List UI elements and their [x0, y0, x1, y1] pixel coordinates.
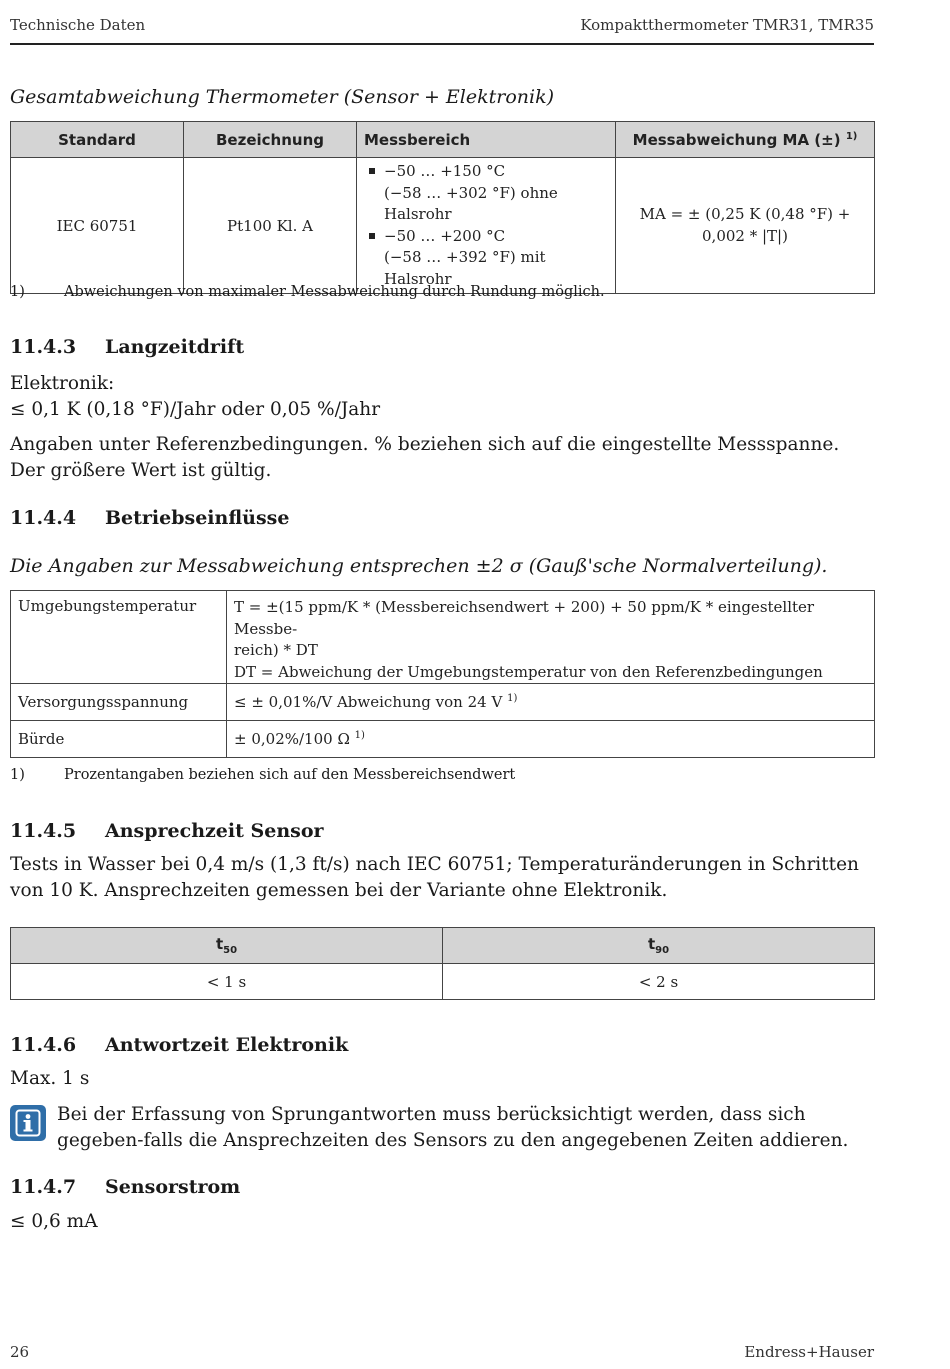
electronics-response-value: Max. 1 s — [10, 1068, 90, 1089]
value-supply-voltage: ≤ ± 0,01%/V Abweichung von 24 V $^{1)}$ — [227, 684, 875, 721]
footnote-influences: 1) Prozentangaben beziehen sich auf den Messbereichsendwert — [10, 767, 516, 783]
value-load: ± 0,02%/100 Ω $^{1)}$ — [227, 721, 875, 758]
label-ambient-temperature: Umgebungstemperatur — [11, 591, 227, 684]
table-caption-total: Gesamtabweichung Thermometer (Sensor + Elektronik) — [10, 86, 555, 108]
header-rule — [10, 43, 874, 45]
running-header-left: Technische Daten — [10, 16, 146, 34]
value-ambient-temperature: T = ±(15 ppm/K * (Messbereichsendwert + 200) + 50 ppm/K * eingestellter Messbe- reich) * DT DT = Abweichung der Umgebungstemperatur von den Referenzbedingungen — [227, 591, 875, 684]
col-range: Messbereich — [357, 122, 616, 158]
total-deviation-table — [10, 121, 875, 294]
influences-table — [10, 590, 875, 758]
heading-sensor-response-time: 11.4.5 Ansprechzeit Sensor — [10, 820, 324, 842]
label-supply-voltage: Versorgungsspannung — [11, 684, 227, 721]
response-time-table — [10, 927, 875, 1000]
heading-sensor-current: 11.4.7 Sensorstrom — [10, 1176, 241, 1198]
col-accuracy: Messabweichung MA (±) $^{1)}$ — [616, 122, 875, 158]
info-icon — [10, 1105, 46, 1141]
range-item: −50 … +150 °C (−58 … +302 °F) ohne Halsrohr — [364, 161, 608, 226]
heading-electronics-response: 11.4.6 Antwortzeit Elektronik — [10, 1034, 349, 1056]
brand-name: Endress+Hauser — [744, 1343, 874, 1361]
cell-designation: Pt100 Kl. A — [184, 158, 357, 294]
cell-ranges — [357, 158, 616, 294]
value-t50: < 1 s — [11, 964, 443, 1000]
drift-electronics-label: Elektronik: — [10, 373, 115, 394]
drift-paragraph: Angaben unter Referenzbedingungen. % beziehen sich auf die eingestellte Messspanne. Der größere Wert ist gültig. — [10, 434, 840, 481]
sensor-current-value: ≤ 0,6 mA — [10, 1211, 98, 1232]
col-t90: $t_{90}$ — [443, 928, 875, 964]
col-designation: Bezeichnung — [184, 122, 357, 158]
influences-caption: Die Angaben zur Messabweichung entsprechen ±2 σ (Gauß'sche Normalverteilung). — [10, 555, 828, 577]
electronics-note: Bei der Erfassung von Sprungantworten muss berücksichtigt werden, dass sich gegeben-falls die Ansprechzeiten des Sensors zu den angegebenen Zeiten addieren. — [57, 1104, 849, 1151]
footnote-total: 1) Abweichungen von maximaler Messabweichung durch Rundung möglich. — [10, 284, 605, 300]
heading-long-term-drift: 11.4.3 Langzeitdrift — [10, 336, 245, 358]
col-standard: Standard — [11, 122, 184, 158]
value-t90: < 2 s — [443, 964, 875, 1000]
cell-standard: IEC 60751 — [11, 158, 184, 294]
col-t50: $t_{50}$ — [11, 928, 443, 964]
drift-value: ≤ 0,1 K (0,18 °F)/Jahr oder 0,05 %/Jahr — [10, 399, 381, 420]
response-paragraph: Tests in Wasser bei 0,4 m/s (1,3 ft/s) nach IEC 60751; Temperaturänderungen in Schritten von 10 K. Ansprechzeiten gemessen bei der Variante ohne Elektronik. — [10, 854, 859, 901]
running-header-right: Kompaktthermometer TMR31, TMR35 — [580, 16, 874, 34]
cell-accuracy: MA = ± (0,25 K (0,48 °F) + 0,002 * |T|) — [616, 158, 875, 294]
label-load: Bürde — [11, 721, 227, 758]
page-number: 26 — [10, 1343, 30, 1361]
range-item: −50 … +200 °C (−58 … +392 °F) mit Halsrohr — [364, 226, 608, 291]
heading-operating-influences: 11.4.4 Betriebseinflüsse — [10, 507, 290, 529]
